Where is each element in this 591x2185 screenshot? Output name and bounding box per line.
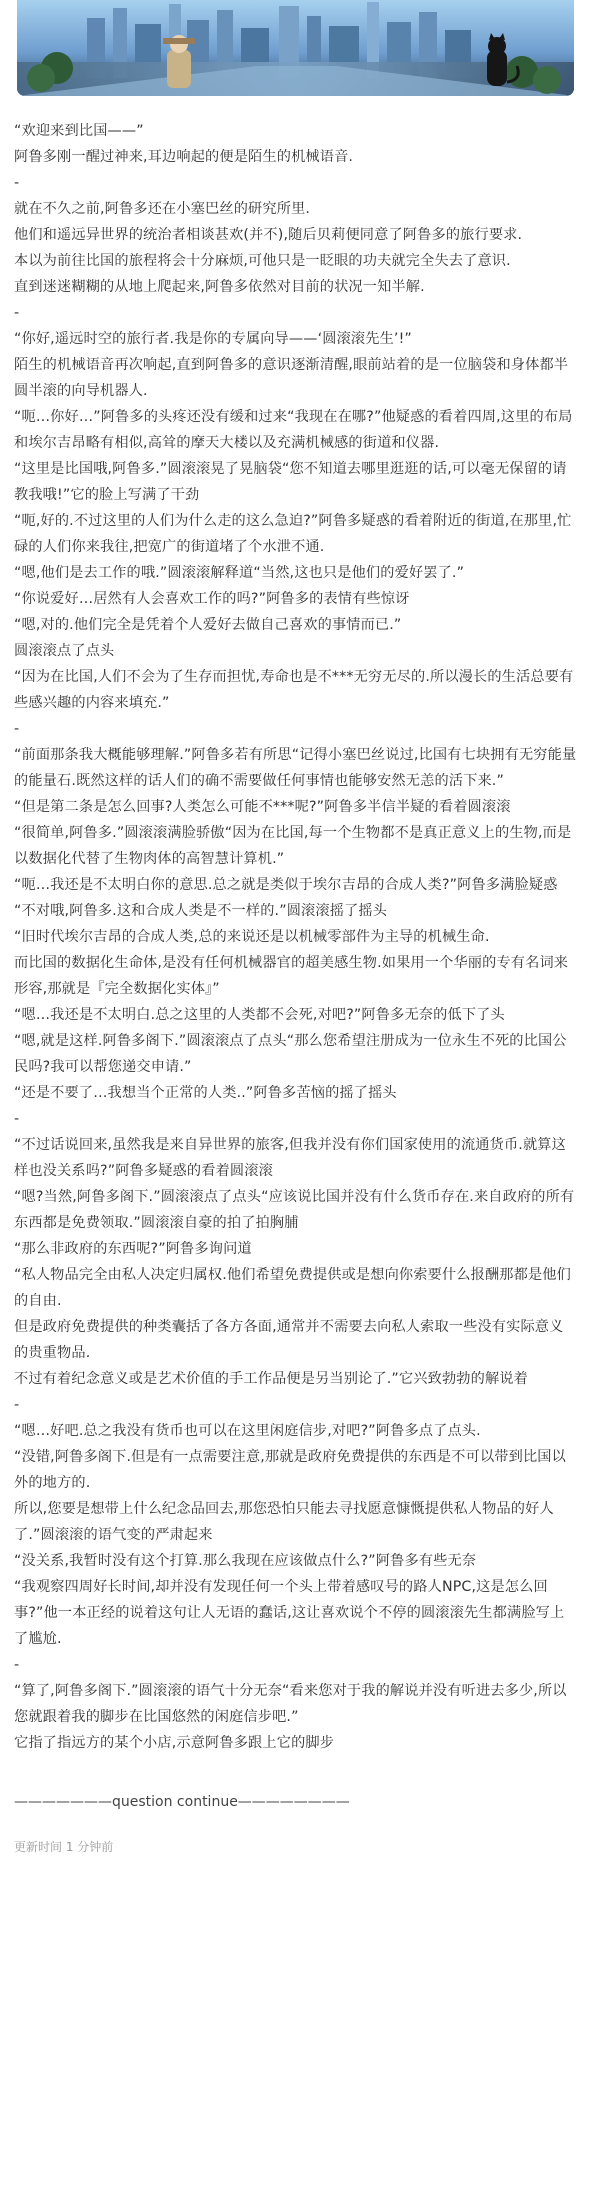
article-paragraph: “没关系,我暂时没有这个打算.那么我现在应该做点什么?”阿鲁多有些无奈 [14, 1553, 477, 1569]
article-paragraph: “嗯,就是这样.阿鲁多阁下.”圆滚滚点了点头“那么您希望注册成为一位永生不死的比国公民吗?我可以帮您递交申请.” [14, 1033, 567, 1075]
article-paragraph: “旧时代埃尔吉昂的合成人类,总的来说还是以机械零部件为主导的机械生命. [14, 929, 490, 945]
article-paragraph: - [14, 1657, 20, 1673]
article-paragraph: “私人物品完全由私人决定归属权.他们希望免费提供或是想向你索要什么报酬那都是他们的自由. [14, 1267, 571, 1309]
article-paragraph: - [14, 175, 20, 191]
article-paragraph: “嗯,对的.他们完全是凭着个人爱好去做自己喜欢的事情而已.” [14, 617, 402, 633]
article-paragraph: 但是政府免费提供的种类囊括了各方各面,通常并不需要去向私人索取一些没有实际意义的贵重物品. [14, 1319, 564, 1361]
article-paragraph: 陌生的机械语音再次响起,直到阿鲁多的意识逐渐清醒,眼前站着的是一位脑袋和身体都半圆半滚的向导机器人. [14, 357, 569, 399]
article-paragraph: “不过话说回来,虽然我是来自异世界的旅客,但我并没有你们国家使用的流通货币.就算这样也没关系吗?”阿鲁多疑惑的看着圆滚滚 [14, 1137, 566, 1179]
article-paragraph: 他们和遥远异世界的统治者相谈甚欢(并不),随后贝莉便同意了阿鲁多的旅行要求. [14, 227, 523, 243]
article-paragraph: - [14, 1111, 20, 1127]
article-paragraph: 圆滚滚点了点头 [14, 643, 115, 659]
article-body [14, 118, 577, 1756]
article-paragraph: “但是第二条是怎么回事?人类怎么可能不***呢?”阿鲁多半信半疑的看着圆滚滚 [14, 799, 511, 815]
city-illustration [17, 0, 574, 96]
article-paragraph: “很简单,阿鲁多.”圆滚滚满脸骄傲“因为在比国,每一个生物都不是真正意义上的生物,而是以数据化代替了生物肉体的高智慧计算机.” [14, 825, 572, 867]
article-paragraph: “算了,阿鲁多阁下.”圆滚滚的语气十分无奈“看来您对于我的解说并没有听进去多少,所以您就跟着我的脚步在比国悠然的闲庭信步吧.” [14, 1683, 567, 1725]
article-paragraph: 所以,您要是想带上什么纪念品回去,那您恐怕只能去寻找愿意慷慨提供私人物品的好人了.”圆滚滚的语气变的严肃起来 [14, 1501, 554, 1543]
article-paragraph: 阿鲁多刚一醒过神来,耳边响起的便是陌生的机械语音. [14, 149, 354, 165]
article-paragraph: “前面那条我大概能够理解.”阿鲁多若有所思“记得小塞巴丝说过,比国有七块拥有无穷能量的能量石.既然这样的话人们的确不需要做任何事情也能够安然无恙的活下来.” [14, 747, 577, 789]
article-paragraph: - [14, 721, 20, 737]
article-paragraph: 不过有着纪念意义或是艺术价值的手工作品便是另当别论了.”它兴致勃勃的解说着 [14, 1371, 528, 1387]
article-paragraph: - [14, 1397, 20, 1413]
update-time-label: 更新时间 1 分钟前 [14, 1840, 114, 1854]
header-banner-image [17, 0, 574, 96]
article-paragraph: “那么非政府的东西呢?”阿鲁多询问道 [14, 1241, 252, 1257]
article-paragraph: “还是不要了…我想当个正常的人类..”阿鲁多苦恼的摇了摇头 [14, 1085, 397, 1101]
article-paragraph: “嗯,他们是去工作的哦.”圆滚滚解释道“当然,这也只是他们的爱好罢了.” [14, 565, 465, 581]
article-paragraph: “嗯…我还是不太明白.总之这里的人类都不会死,对吧?”阿鲁多无奈的低下了头 [14, 1007, 505, 1023]
article-paragraph: 本以为前往比国的旅程将会十分麻烦,可他只是一眨眼的功夫就完全失去了意识. [14, 253, 511, 269]
article-paragraph: 而比国的数据化生命体,是没有任何机械器官的超美感生物.如果用一个华丽的专有名词来形容,那就是『完全数据化实体』” [14, 955, 569, 997]
article-paragraph: “嗯?当然,阿鲁多阁下.”圆滚滚点了点头“应该说比国并没有什么货币存在.来自政府的所有东西都是免费领取.”圆滚滚自豪的拍了拍胸脯 [14, 1189, 575, 1231]
article-paragraph: “因为在比国,人们不会为了生存而担忧,寿命也是不***无穷无尽的.所以漫长的生活总要有些感兴趣的内容来填充.” [14, 669, 574, 711]
article-paragraph: “不对哦,阿鲁多.这和合成人类是不一样的.”圆滚滚摇了摇头 [14, 903, 388, 919]
article-paragraph: “这里是比国哦,阿鲁多.”圆滚滚晃了晃脑袋“您不知道去哪里逛逛的话,可以毫无保留的请教我哦!”它的脸上写满了干劲 [14, 461, 567, 503]
article-paragraph: 直到迷迷糊糊的从地上爬起来,阿鲁多依然对目前的状况一知半解. [14, 279, 425, 295]
article-paragraph: 就在不久之前,阿鲁多还在小塞巴丝的研究所里. [14, 201, 311, 217]
article-paragraph: “没错,阿鲁多阁下.但是有一点需要注意,那就是政府免费提供的东西是不可以带到比国以外的地方的. [14, 1449, 566, 1491]
article-paragraph: “呃…我还是不太明白你的意思.总之就是类似于埃尔吉昂的合成人类?”阿鲁多满脸疑惑 [14, 877, 558, 893]
article-paragraph: “我观察四周好长时间,却并没有发现任何一个头上带着感叹号的路人NPC,这是怎么回事?”他一本正经的说着这句让人无语的蠢话,这让喜欢说个不停的圆滚滚先生都满脸写上了尴尬. [14, 1579, 565, 1647]
article-paragraph: “欢迎来到比国——” [14, 123, 144, 139]
article-paragraph: “你好,遥远时空的旅行者.我是你的专属向导——‘圆滚滚先生’!” [14, 331, 412, 347]
article-paragraph: “呃,好的.不过这里的人们为什么走的这么急迫?”阿鲁多疑惑的看着附近的街道,在那里,忙碌的人们你来我往,把宽广的街道堵了个水泄不通. [14, 513, 572, 555]
question-continue-divider: ———————question continue———————— [14, 1794, 350, 1810]
article-paragraph: “你说爱好…居然有人会喜欢工作的吗?”阿鲁多的表情有些惊讶 [14, 591, 410, 607]
article-paragraph: 它指了指远方的某个小店,示意阿鲁多跟上它的脚步 [14, 1735, 335, 1751]
article-paragraph: “呃…你好…”阿鲁多的头疼还没有缓和过来“我现在在哪?”他疑惑的看着四周,这里的布局和埃尔吉昂略有相似,高耸的摩天大楼以及充满机械感的街道和仪器. [14, 409, 573, 451]
article-paragraph: “嗯…好吧.总之我没有货币也可以在这里闲庭信步,对吧?”阿鲁多点了点头. [14, 1423, 481, 1439]
article-paragraph: - [14, 305, 20, 321]
